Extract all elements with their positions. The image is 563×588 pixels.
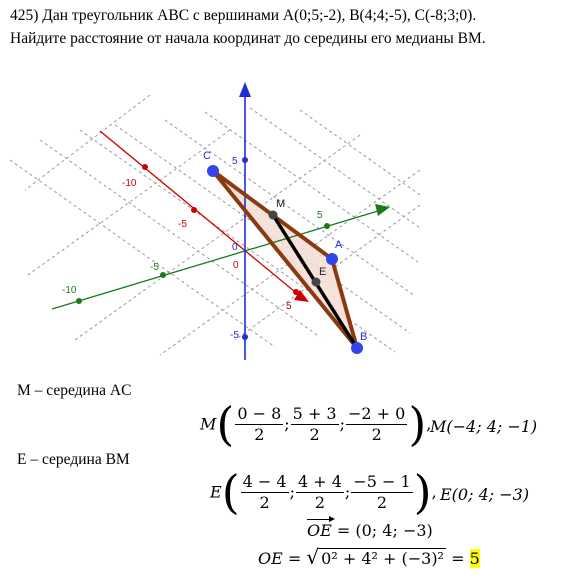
e-frac-y: $\frac{4 + 4}{2}$: [297, 471, 342, 512]
sqrt-radicand: 0² + 4² + (−3)²: [321, 549, 444, 568]
m-frac-x: $\frac{0 - 8}{2}$: [237, 403, 282, 444]
point-b: [351, 342, 363, 354]
z-axis-arrow-icon: [239, 82, 251, 97]
m-name: M: [200, 414, 217, 434]
e-frac-z: $\frac{-5 - 1}{2}$: [353, 471, 411, 512]
close-paren: ): [408, 397, 427, 451]
point-e: [312, 278, 321, 287]
label-b: B: [360, 331, 368, 343]
m-frac-y: $\frac{5 + 3}{2}$: [292, 403, 337, 444]
distance-lhs: OE =: [258, 549, 302, 568]
tick-z-0: 0: [232, 242, 238, 253]
tick-z-m5: -5: [230, 330, 239, 341]
label-e: E: [319, 266, 327, 278]
tick-y-m10: -10: [62, 285, 77, 296]
tick-x-5: 5: [286, 301, 292, 312]
e-name: E: [210, 482, 222, 502]
m-result: M(−4; 4; −1): [430, 417, 538, 436]
tick-origin-0: 0: [233, 260, 239, 271]
tick-y-5: 5: [317, 210, 323, 221]
distance-eq: =: [451, 549, 465, 568]
tick-y-m5: -5: [150, 262, 159, 273]
label-m: M: [276, 198, 286, 210]
vector-oe-name: OE: [307, 521, 332, 540]
problem-line-1: 425) Дан треугольник ABC с вершинами A(0;5;-2), B(4;4;-5), C(-8;3;0).: [10, 7, 477, 24]
point-a: [326, 253, 338, 265]
e-label: E – середина BM: [17, 451, 130, 468]
open-paren: (: [221, 465, 240, 519]
tick-z-5: 5: [232, 156, 238, 167]
e-result: E(0; 4; −3): [440, 485, 530, 504]
point-m: [269, 211, 278, 220]
e-frac-x: $\frac{4 - 4}{2}$: [242, 471, 287, 512]
answer-highlight: 5: [469, 549, 480, 568]
m-label: M – середина AC: [17, 382, 132, 399]
close-paren: ): [413, 465, 432, 519]
tick-x-m5: -5: [178, 219, 187, 230]
sqrt-icon: √: [306, 545, 320, 569]
distance-oe: [258, 545, 480, 569]
vector-oe: [307, 519, 433, 540]
e-formula: E( $\frac{4 - 4}{2}$ ; $\frac{4 + 4}{2}$ ; $\frac{-5 - 1}{2}$ ),: [210, 465, 437, 519]
open-paren: (: [216, 397, 235, 451]
vector-oe-value: = (0; 4; −3): [336, 521, 433, 540]
m-frac-z: $\frac{-2 + 0}{2}$: [348, 403, 406, 444]
point-c: [207, 165, 219, 177]
problem-line-2: Найдите расстояние от начала координат до середины его медианы BM.: [10, 30, 486, 47]
label-a: A: [335, 239, 343, 251]
m-formula: M( $\frac{0 - 8}{2}$ ; $\frac{5 + 3}{2}$ ; $\frac{-2 + 0}{2}$ ),: [200, 397, 432, 451]
grid: [10, 95, 420, 355]
tick-x-m10: -10: [122, 178, 137, 189]
label-c: C: [203, 150, 211, 162]
